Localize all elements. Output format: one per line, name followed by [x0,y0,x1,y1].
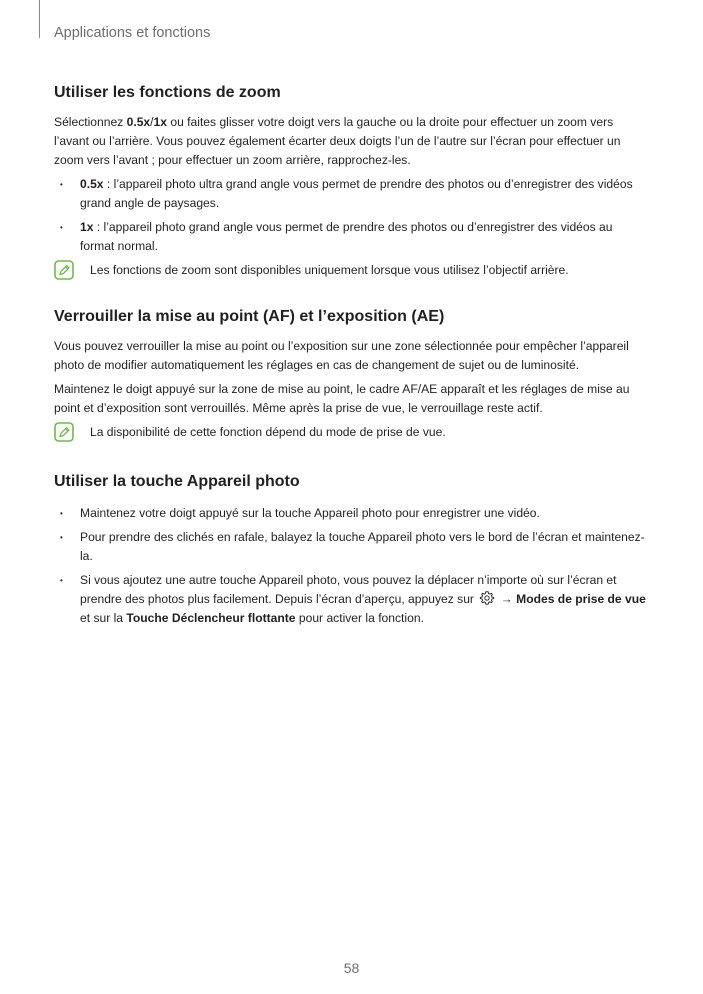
header-corner-line [39,0,40,38]
section-title-af-ae: Verrouiller la mise au point (AF) et l’exposition (AE) [54,308,445,325]
note-pencil-icon [54,422,74,442]
list-item [54,218,650,256]
text-run: pour activer la fonction. [295,611,424,625]
zoom-bullet-list [54,175,650,256]
note-pencil-icon [54,260,74,280]
gear-icon [479,590,495,606]
af-ae-paragraph: Vous pouvez verrouiller la mise au point ou l’exposition sur une zone sélectionnée pour empêcher l’appareil photo de modifier automatiquement les réglages en cas de changement de sujet ou de luminosité. [54,339,629,372]
section-zoom [54,83,650,281]
text-run: Sélectionnez [54,115,127,129]
note-text: Les fonctions de zoom sont disponibles uniquement lorsque vous utilisez l’objectif arrière. [90,263,569,277]
note-af-ae [54,423,650,443]
section-camera-button [54,472,650,628]
bold-term: 0.5x [126,115,151,129]
bold-term: 1x [153,115,167,129]
camera-button-bullet-list [54,504,650,628]
section-title-camera-button: Utiliser la touche Appareil photo [54,473,300,490]
bold-term: 1x [80,220,94,234]
list-item: • Maintenez votre doigt appuyé sur la touche Appareil photo pour enregistrer une vidéo. [54,504,650,523]
zoom-intro-paragraph [54,113,650,170]
af-ae-paragraph: Maintenez le doigt appuyé sur la zone de mise au point, le cadre AF/AE apparaît et les réglages de mise au point et d’exposition sont verrouillés. Même après la prise de vue, le verrouillage reste actif. [54,382,630,415]
page-content [54,83,650,633]
note-zoom [54,261,650,281]
text-run: ou faites glisser votre doigt vers la gauche ou la droite pour effectuer un zoom vers l’avant ou l’arrière. Vous pouvez également écarter deux doigts l’un de l’autre sur l’écran pour effectuer un zoom vers l’avant ; pour effectuer un zoom arrière, rapprochez-les. [54,115,621,167]
section-title-zoom: Utiliser les fonctions de zoom [54,84,281,101]
text-run: / [150,115,154,129]
bold-menu-item: Touche Déclencheur flottante [126,611,296,625]
list-item [54,175,650,213]
bold-menu-item: Modes de prise de vue [516,592,646,606]
running-header: Applications et fonctions [54,25,211,41]
note-text: La disponibilité de cette fonction dépend du mode de prise de vue. [90,425,446,439]
page-number: 58 [343,960,360,976]
section-af-ae [54,307,650,443]
list-item [54,571,650,628]
arrow-separator: → [497,592,517,606]
text-run: : l’appareil photo ultra grand angle vous permet de prendre des photos ou d’enregistrer des vidéos grand angle de paysages. [80,177,633,210]
list-item: • Pour prendre des clichés en rafale, balayez la touche Appareil photo vers le bord de l’écran et maintenez-la. [54,528,650,566]
text-run: Si vous ajoutez une autre touche Appareil photo, vous pouvez la déplacer n’importe où sur l’écran et prendre des photos plus facilement. Depuis l’écran d’aperçu, appuyez sur [80,573,617,606]
text-run: : l’appareil photo grand angle vous permet de prendre des photos ou d’enregistrer des vidéos au format normal. [80,220,613,253]
bold-term: 0.5x [80,177,104,191]
text-run: et sur la [80,611,127,625]
